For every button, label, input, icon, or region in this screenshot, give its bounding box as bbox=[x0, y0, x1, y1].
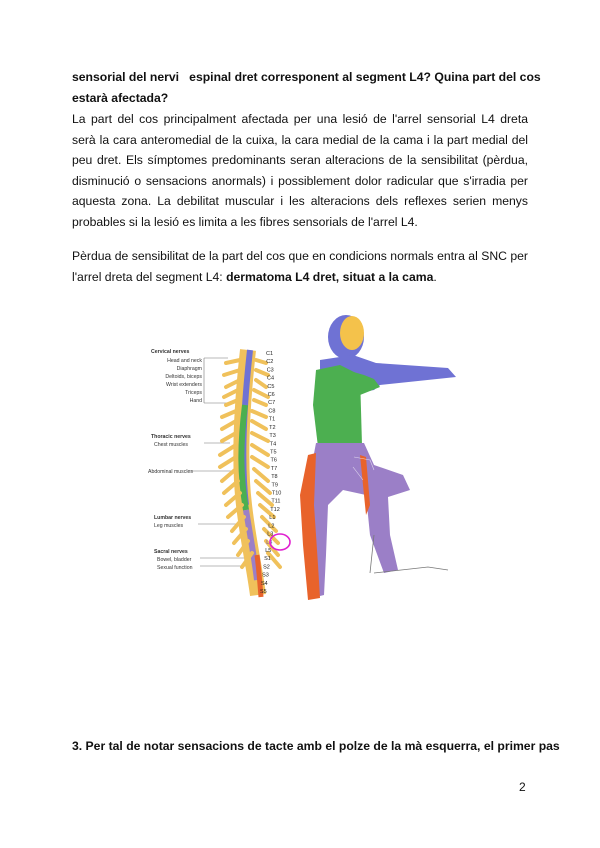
sensation-loss-emphasis: dermatoma L4 dret, situat a la cama bbox=[226, 269, 434, 284]
segment-label-l5: L5 bbox=[265, 548, 272, 554]
segment-label-t1: T1 bbox=[268, 416, 276, 423]
segment-label-l1: L1 bbox=[269, 515, 276, 522]
dermatome-diagram bbox=[148, 305, 578, 610]
segment-label-c8: C8 bbox=[268, 408, 276, 415]
thoracic-bracket bbox=[188, 443, 233, 471]
segment-labels bbox=[260, 351, 281, 595]
question-heading bbox=[72, 67, 541, 108]
lumbar-item-1: Leg muscles bbox=[154, 523, 184, 529]
l4-highlight-circle bbox=[270, 534, 290, 550]
segment-label-s2: S2 bbox=[263, 564, 270, 571]
segment-label-s5: S5 bbox=[260, 589, 267, 595]
sacral-bracket bbox=[200, 558, 248, 566]
question-heading-line2: estarà afectada? bbox=[72, 90, 169, 105]
segment-label-t2: T2 bbox=[269, 424, 276, 431]
cervical-item-4: Wrist extenders bbox=[166, 382, 202, 388]
legs-lumbar bbox=[308, 443, 410, 597]
cervical-item-5: Triceps bbox=[185, 390, 202, 396]
segment-label-c3: C3 bbox=[266, 367, 274, 374]
segment-label-c1: C1 bbox=[266, 351, 274, 357]
lumbar-nerves-title: Lumbar nerves bbox=[154, 515, 192, 521]
cervical-item-3: Deltoids, biceps bbox=[165, 374, 202, 380]
cervical-nerves-title: Cervical nerves bbox=[151, 349, 190, 355]
nerve-group-labels bbox=[148, 349, 202, 571]
segment-label-s3: S3 bbox=[262, 572, 269, 579]
segment-label-t5: T5 bbox=[270, 449, 277, 456]
segment-label-c6: C6 bbox=[267, 392, 275, 398]
segment-label-t3: T3 bbox=[269, 433, 276, 440]
human-figure bbox=[300, 315, 456, 600]
segment-label-t9: T9 bbox=[271, 482, 278, 489]
cervical-item-1: Head and neck bbox=[167, 358, 202, 364]
segment-label-c4: C4 bbox=[267, 375, 275, 382]
segment-label-t4: T4 bbox=[269, 441, 277, 448]
segment-label-s1: S1 bbox=[264, 556, 271, 563]
cervical-item-2: Diaphragm bbox=[176, 366, 202, 372]
segment-label-t10: T10 bbox=[271, 490, 282, 497]
segment-label-l3: L3 bbox=[267, 531, 274, 538]
thoracic-item-2: Abdominal muscles bbox=[148, 469, 193, 475]
question-heading-line1: sensorial del nervi espinal dret corresponent al segment L4? Quina part del cos bbox=[72, 70, 541, 84]
segment-label-t8: T8 bbox=[271, 474, 278, 481]
sacral-item-2: Sexual function bbox=[157, 565, 193, 571]
segment-label-l4: L4 bbox=[266, 539, 273, 546]
segment-label-t6: T6 bbox=[270, 457, 277, 464]
dermatome-figure bbox=[148, 305, 578, 610]
sensation-loss-suffix: . bbox=[433, 269, 437, 284]
thoracic-nerves-title: Thoracic nerves bbox=[151, 434, 191, 440]
thoracic-item-1: Chest muscles bbox=[154, 442, 189, 448]
sacral-nerves-title: Sacral nerves bbox=[154, 549, 188, 555]
face bbox=[340, 316, 364, 350]
segment-label-c5: C5 bbox=[267, 383, 275, 390]
segment-label-l2: L2 bbox=[268, 523, 275, 530]
segment-label-t11: T11 bbox=[271, 498, 281, 505]
segment-label-t12: T12 bbox=[270, 506, 280, 513]
next-question: 3. Per tal de notar sensacions de tacte amb el polze de la mà esquerra, el primer pas bbox=[72, 739, 560, 753]
sensation-loss-prefix: Pèrdua de sensibilitat de la part del cos que en condicions normals entra al SNC per l'arrel dreta del segment L4: bbox=[72, 249, 528, 284]
segment-label-c2: C2 bbox=[266, 359, 274, 366]
cervical-item-6: Hand bbox=[189, 398, 202, 404]
page-number: 2 bbox=[519, 780, 526, 794]
segment-label-t7: T7 bbox=[270, 465, 278, 472]
answer-paragraph: La part del cos principalment afectada per una lesió de l'arrel sensorial L4 dreta serà la cara anteromedial de la cuixa, la cara medial de la cama i la part medial del peu dret. Els símptomes predominants seran alteracions de la sensibilitat (pèrdua, disminució o sensacions anormals) i possiblement dolor radicular que s'irradia per aquesta zona. La debilitat muscular i les alteracions dels reflexes serien menys probables si la lesió es limita a les fibres sensorials de l'arrel L4. bbox=[72, 112, 528, 229]
sensation-loss-paragraph bbox=[72, 246, 528, 287]
sacral-item-1: Bowel, bladder bbox=[157, 557, 192, 563]
segment-label-c7: C7 bbox=[268, 400, 276, 407]
segment-label-s4: S4 bbox=[261, 580, 268, 587]
